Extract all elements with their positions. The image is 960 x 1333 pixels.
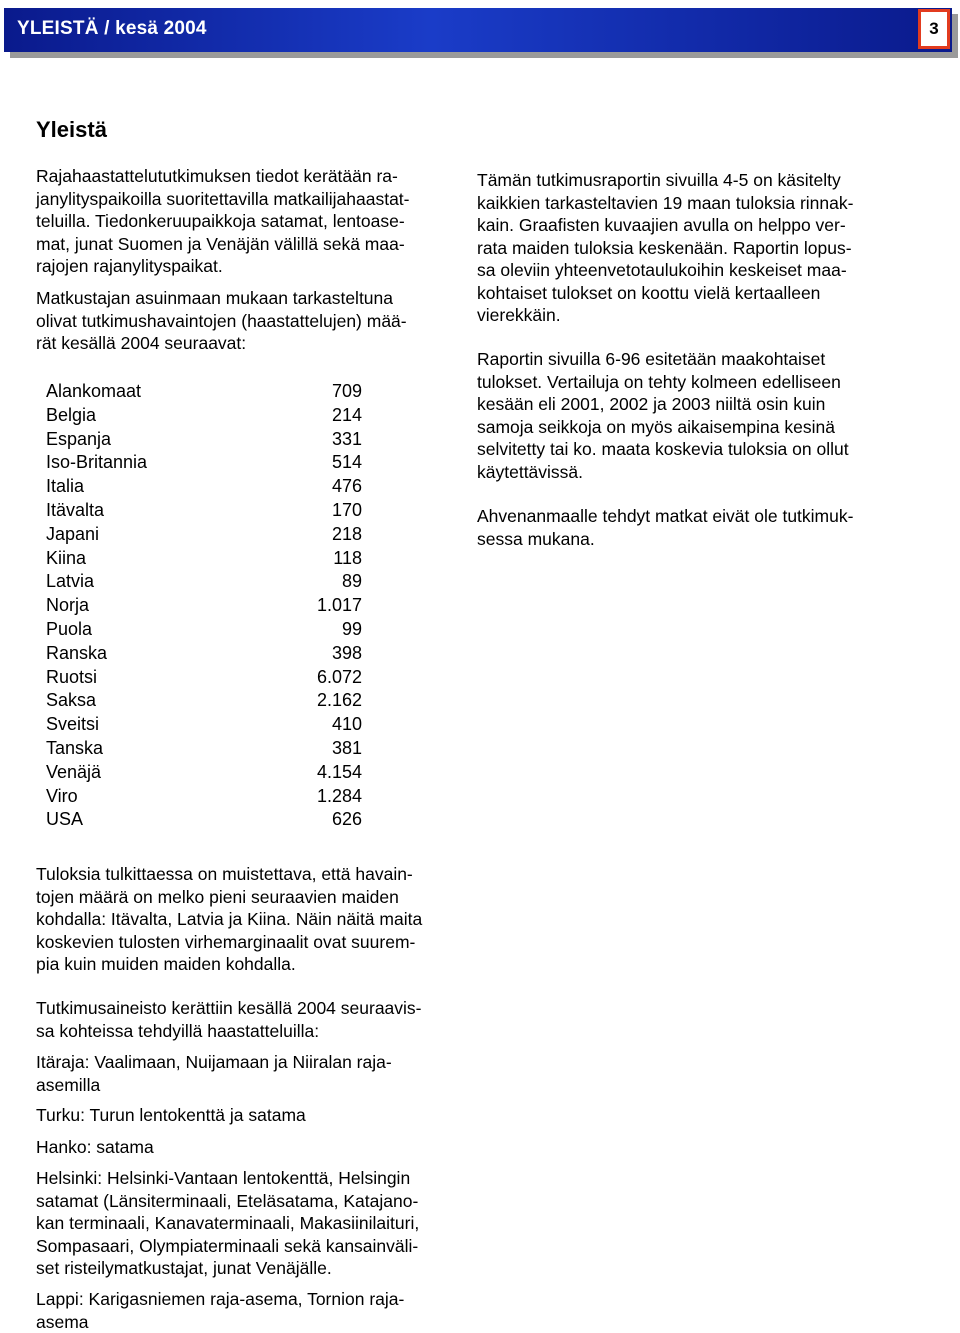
right-paragraph-2: Raportin sivuilla 6-96 esitetään maakohtaiset tulokset. Vertailuja on tehty kolmeen edelliseen kesään eli 2001, 2002 ja 2003 niiltä osin kuin samoja seikkoja on myös aikaisempina kesinä selvitetty tai ko. maata koskevia tuloksia on ollut käytettävissä. <box>477 349 849 482</box>
table-row <box>46 618 362 642</box>
table-row <box>46 451 362 475</box>
location-lappi: Lappi: Karigasniemen raja-asema, Tornion raja- asema <box>36 1289 405 1332</box>
country-count: 514 <box>331 452 362 473</box>
country-count: 1.017 <box>316 595 362 616</box>
country-name: Puola <box>46 618 93 639</box>
country-name: Alankomaat <box>46 381 142 401</box>
table-row <box>46 547 362 571</box>
location-itaraja: Itäraja: Vaalimaan, Nuijamaan ja Niiralan raja- asemilla <box>36 1052 392 1095</box>
country-count: 709 <box>331 381 362 401</box>
country-count: 214 <box>331 404 362 425</box>
country-name: Viro <box>46 785 78 806</box>
right-paragraph-3: Ahvenanmaalle tehdyt matkat eivät ole tutkimuk- sessa mukana. <box>477 506 854 549</box>
interpretation-paragraph: Tuloksia tulkittaessa on muistettava, että havain- tojen määrä on melko pieni seuraavien maiden kohdalla: Itävalta, Latvia ja Kiina. Näin näitä maita koskevien tulosten virhemarginaalit ovat suurem- pia kuin muiden maiden kohdalla. <box>36 864 423 974</box>
header-bar <box>4 8 952 52</box>
table-row <box>46 594 362 618</box>
country-name: Norja <box>46 595 90 616</box>
country-count: 626 <box>331 809 362 830</box>
page-number: 3 <box>918 9 950 49</box>
country-observations-table <box>46 380 362 832</box>
country-name: Belgia <box>46 404 97 425</box>
country-name: Latvia <box>46 571 95 592</box>
intro-paragraph: Rajahaastattelututkimuksen tiedot kerätään ra- janylityspaikoilla suoritettavilla matkailijahaastat- teluilla. Tiedonkeruupaikkoja satamat, lentoase- mat, junat Suomen ja Venäjän välillä sekä maa- rajojen rajanylityspaikat. <box>36 166 410 276</box>
collection-paragraph: Tutkimusaineisto kerättiin kesällä 2004 seuraavis- sa kohteissa tehdyillä haastatteluilla: <box>36 998 422 1041</box>
table-row <box>46 642 362 666</box>
table-row <box>46 666 362 690</box>
header-title: YLEISTÄ / kesä 2004 <box>17 18 207 39</box>
country-count: 218 <box>331 523 362 544</box>
country-name: Saksa <box>46 690 97 711</box>
country-name: USA <box>46 809 84 830</box>
country-name: Italia <box>46 476 85 497</box>
country-count: 89 <box>341 571 362 592</box>
table-row <box>46 785 362 809</box>
country-name: Tanska <box>46 737 104 758</box>
country-count: 331 <box>331 428 362 449</box>
table-row <box>46 404 362 428</box>
country-name: Espanja <box>46 428 112 449</box>
table-row <box>46 475 362 499</box>
country-count: 410 <box>331 714 362 735</box>
table-row <box>46 689 362 713</box>
country-count: 1.284 <box>316 785 362 806</box>
table-row <box>46 428 362 452</box>
table-row <box>46 761 362 785</box>
country-name: Ranska <box>46 642 108 663</box>
location-hanko: Hanko: satama <box>36 1137 154 1157</box>
table-row <box>46 523 362 547</box>
country-count: 476 <box>331 476 362 497</box>
country-count: 4.154 <box>316 761 362 782</box>
country-name: Ruotsi <box>46 666 98 687</box>
table-row <box>46 808 362 832</box>
table-row <box>46 380 362 404</box>
location-turku: Turku: Turun lentokenttä ja satama <box>36 1105 306 1125</box>
country-count: 170 <box>331 499 362 520</box>
country-count: 118 <box>333 547 362 568</box>
country-count: 2.162 <box>316 690 362 711</box>
table-row <box>46 737 362 761</box>
country-name: Iso-Britannia <box>46 452 148 473</box>
country-name: Japani <box>46 523 100 544</box>
right-paragraph-1: Tämän tutkimusraportin sivuilla 4-5 on käsitelty kaikkien tarkasteltavien 19 maan tuloksia rinnak- kain. Graafisten kuvaajien avulla on helppo ver- rata maiden tuloksia keskenään. Raportin lopus- sa oleviin yhteenvetotaulukoihin keskeiset maa- kohtaiset tulokset on koottu vielä kertaalleen vierekkäin. <box>477 170 854 325</box>
country-name: Sveitsi <box>46 714 100 735</box>
country-name: Itävalta <box>46 499 105 520</box>
table-row <box>46 499 362 523</box>
country-name: Venäjä <box>46 761 102 782</box>
table-row <box>46 713 362 737</box>
country-name: Kiina <box>46 547 87 568</box>
country-count: 398 <box>331 642 362 663</box>
observations-paragraph: Matkustajan asuinmaan mukaan tarkasteltuna olivat tutkimushavaintojen (haastattelujen) mää- rät kesällä 2004 seuraavat: <box>36 288 407 353</box>
location-helsinki: Helsinki: Helsinki-Vantaan lentokenttä, Helsingin satamat (Länsiterminaali, Eteläsatama, Katajano- kan terminaali, Kanavaterminaali, Makasiinilaituri, Sompasaari, Olympiaterminaali sekä kansainväli- set risteilymatkustajat, junat Venäjälle. <box>36 1168 420 1278</box>
section-title: Yleistä <box>36 117 107 142</box>
country-count: 6.072 <box>316 666 362 687</box>
country-count: 381 <box>331 737 362 758</box>
country-count: 99 <box>341 618 362 639</box>
table-row <box>46 570 362 594</box>
